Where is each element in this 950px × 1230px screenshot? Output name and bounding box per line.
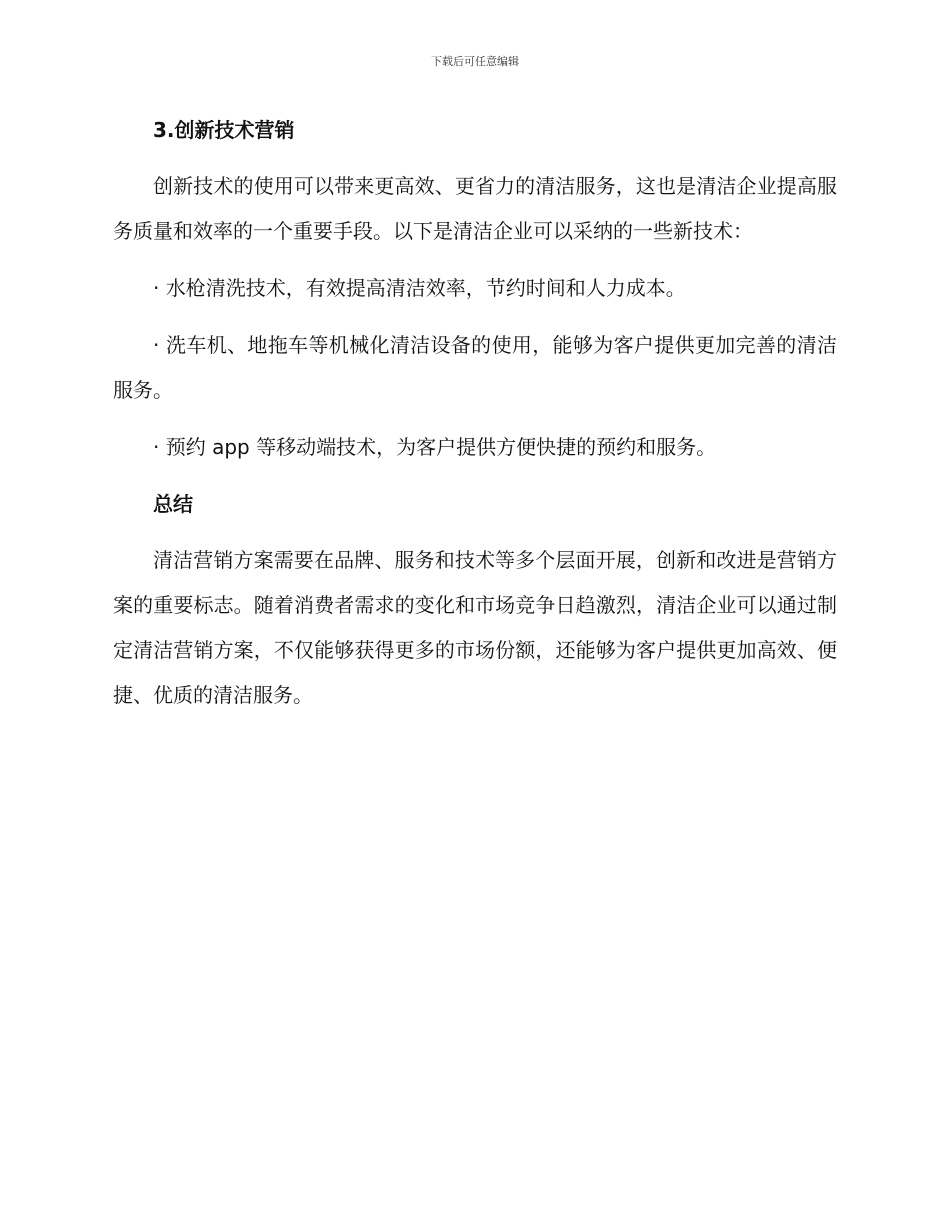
page-header: 下载后可任意编辑: [431, 55, 519, 68]
bullet-item: · 水枪清洗技术，有效提高清洁效率，节约时间和人力成本。: [153, 276, 686, 300]
section-heading: 3.创新技术营销: [153, 118, 295, 142]
summary-paragraph: 清洁营销方案需要在品牌、服务和技术等多个层面开展，创新和改进是营销方案的重要标志。随着消费者需求的变化和市场竞争日趋激烈，清洁企业可以通过制定清洁营销方案，不仅能够获得更多的市场份额，还能够为客户提供更加高效、便捷、优质的清洁服务。: [113, 548, 837, 707]
bullet-item: · 预约 app 等移动端技术，为客户提供方便快捷的预约和服务。: [153, 435, 717, 459]
summary-heading: 总结: [153, 492, 193, 516]
document-body: [113, 108, 837, 730]
bullet-item: · 洗车机、地拖车等机械化清洁设备的使用，能够为客户提供更加完善的清洁服务。: [113, 333, 837, 402]
intro-paragraph: 创新技术的使用可以带来更高效、更省力的清洁服务，这也是清洁企业提高服务质量和效率的一个重要手段。以下是清洁企业可以采纳的一些新技术：: [113, 174, 837, 243]
